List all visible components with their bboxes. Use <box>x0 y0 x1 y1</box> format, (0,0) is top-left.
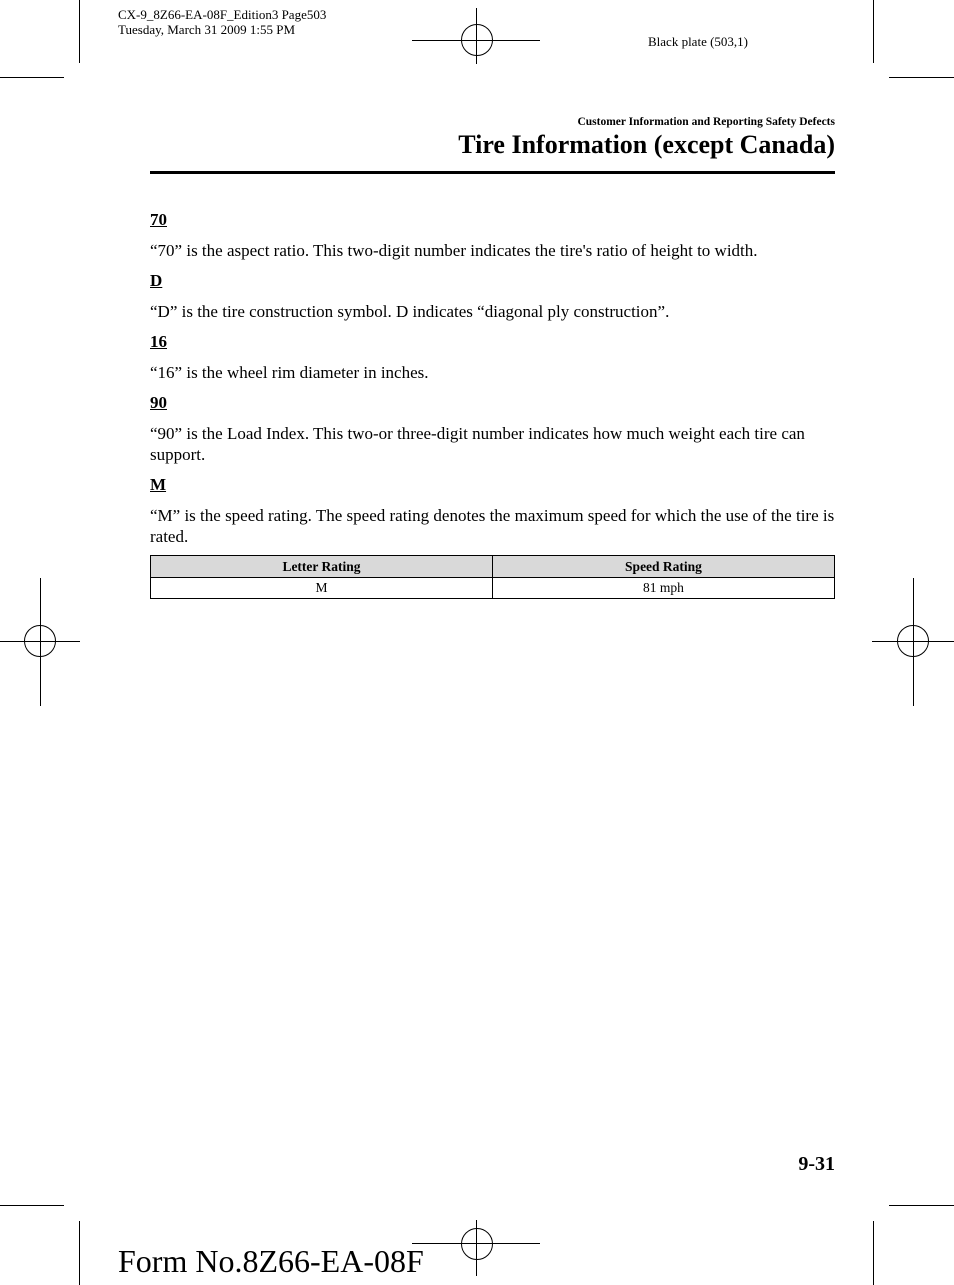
content <box>150 209 835 599</box>
print-info <box>118 7 326 37</box>
section-heading: Customer Information and Reporting Safety Defects <box>577 116 835 128</box>
page-title: Tire Information (except Canada) <box>458 130 835 159</box>
title-rule <box>150 171 835 174</box>
term-speed-rating: M <box>150 475 167 494</box>
term-aspect-ratio: 70 <box>150 210 167 229</box>
term-rim-diameter: 16 <box>150 332 167 351</box>
speed-rating-table <box>150 555 835 599</box>
desc-speed-rating: “M” is the speed rating. The speed rating denotes the maximum speed for which the use of the tire is rated. <box>150 506 835 546</box>
black-plate-label: Black plate (503,1) <box>648 34 748 49</box>
page-number: 9-31 <box>798 1153 835 1175</box>
desc-rim-diameter: “16” is the wheel rim diameter in inches. <box>150 363 429 382</box>
table-row <box>151 578 835 599</box>
print-info-file: CX-9_8Z66-EA-08F_Edition3 Page503 <box>118 7 327 22</box>
desc-construction: “D” is the tire construction symbol. D indicates “diagonal ply construction”. <box>150 302 670 321</box>
column-header-speed-rating: Speed Rating <box>493 556 835 578</box>
column-header-letter-rating: Letter Rating <box>151 556 493 578</box>
print-info-date: Tuesday, March 31 2009 1:55 PM <box>118 22 296 37</box>
term-load-index: 90 <box>150 393 167 412</box>
desc-aspect-ratio: “70” is the aspect ratio. This two-digit number indicates the tire's ratio of height to width. <box>150 241 758 260</box>
desc-load-index: “90” is the Load Index. This two-or three-digit number indicates how much weight each tire can support. <box>150 424 805 464</box>
table-cell-speed: 81 mph <box>493 578 835 599</box>
table-header-row <box>151 556 835 578</box>
form-number: Form No.8Z66-EA-08F <box>118 1243 424 1279</box>
table-cell-letter: M <box>151 578 493 599</box>
term-construction: D <box>150 271 163 290</box>
